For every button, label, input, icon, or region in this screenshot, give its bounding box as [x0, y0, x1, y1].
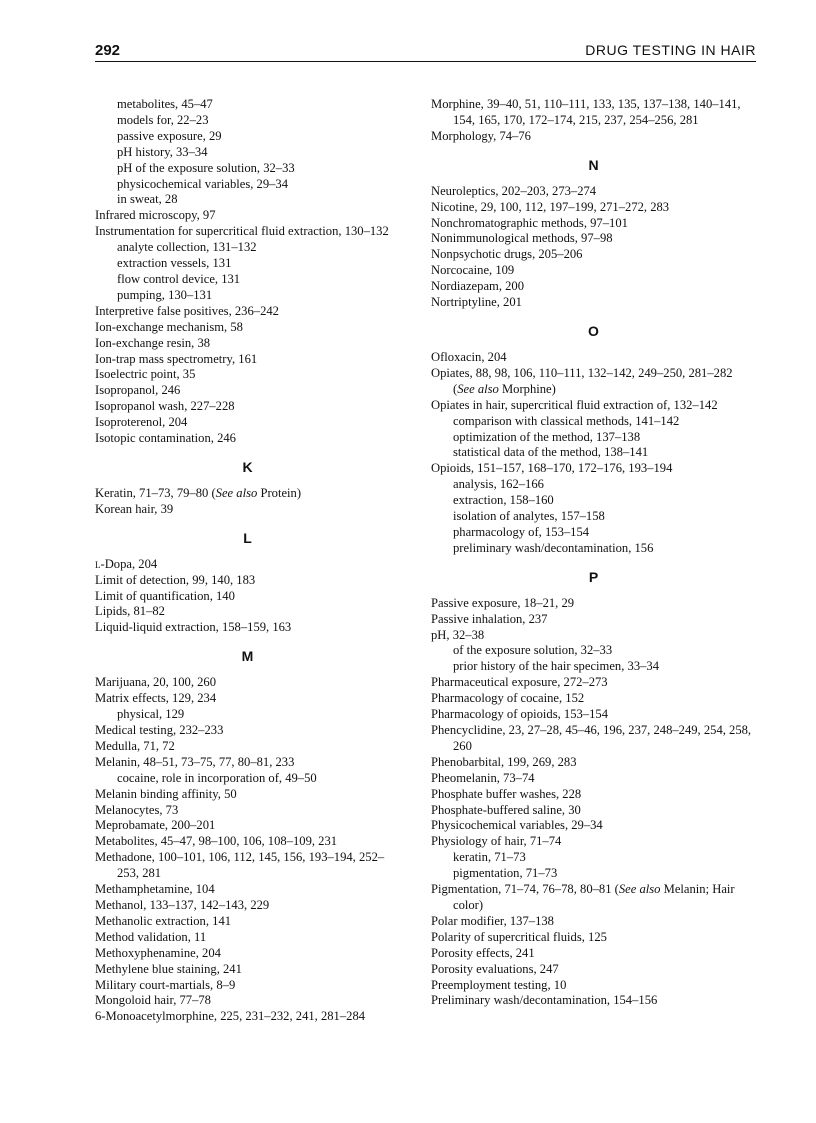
entry-text: Metabolites, 45–47, 98–100, 106, 108–109, 231 — [95, 834, 338, 849]
index-entry — [95, 882, 400, 898]
header-rule — [95, 61, 756, 62]
index-entry — [95, 1009, 400, 1025]
index-entry — [431, 97, 756, 129]
see-also-label: See also — [618, 882, 661, 897]
index-entry — [431, 691, 756, 707]
index-entry — [431, 962, 756, 978]
entry-text: Phencyclidine, 23, 27–28, 45–46, 196, 237, 248–249, 254, 258, 260 — [431, 723, 752, 753]
index-entry — [431, 366, 756, 398]
index-entry — [95, 620, 400, 636]
index-entry — [95, 739, 400, 755]
entry-text: analysis, 162–166 — [453, 477, 544, 492]
entry-text: Pheomelanin, 73–74 — [431, 770, 535, 785]
see-also-target: Morphine) — [498, 381, 556, 396]
index-subentry — [95, 129, 400, 145]
entry-text: Meprobamate, 200–201 — [95, 818, 216, 833]
index-subentry — [431, 509, 756, 525]
index-entry — [95, 304, 400, 320]
entry-text: Nonimmunological methods, 97–98 — [431, 231, 613, 246]
index-entry — [95, 502, 400, 518]
index-subentry — [431, 430, 756, 446]
entry-text: Passive inhalation, 237 — [431, 611, 548, 626]
index-entry — [431, 612, 756, 628]
index-entry — [431, 818, 756, 834]
entry-text: Isopropanol, 246 — [95, 383, 181, 398]
index-subentry — [431, 525, 756, 541]
entry-text: Opiates in hair, supercritical fluid extraction of, 132–142 — [431, 397, 718, 412]
entry-text: passive exposure, 29 — [117, 128, 222, 143]
entry-text: Morphology, 74–76 — [431, 128, 531, 143]
section-letter: K — [242, 458, 253, 475]
index-entry — [95, 803, 400, 819]
index-entry — [95, 818, 400, 834]
index-column-left — [95, 97, 400, 1025]
index-entry — [95, 962, 400, 978]
index-entry — [431, 247, 756, 263]
entry-text: extraction vessels, 131 — [117, 256, 232, 271]
index-subentry — [95, 97, 400, 113]
index-entry — [95, 723, 400, 739]
page-number: 292 — [95, 42, 121, 59]
entry-text: Isotopic contamination, 246 — [95, 431, 236, 446]
index-subentry — [431, 866, 756, 882]
entry-text: Isopropanol wash, 227–228 — [95, 399, 235, 414]
see-also-target: Melanin; Hair color) — [453, 882, 735, 912]
entry-text: Nicotine, 29, 100, 112, 197–199, 271–272, 283 — [431, 199, 670, 214]
entry-text: Korean hair, 39 — [95, 501, 174, 516]
index-subentry — [431, 445, 756, 461]
entry-text: extraction, 158–160 — [453, 493, 554, 508]
index-entry — [95, 604, 400, 620]
entry-text: Medical testing, 232–233 — [95, 723, 224, 737]
index-entry — [95, 993, 400, 1009]
entry-text: Pharmacology of cocaine, 152 — [431, 691, 585, 706]
index-subentry — [431, 477, 756, 493]
entry-text: Nonpsychotic drugs, 205–206 — [431, 247, 583, 262]
index-entry — [95, 834, 400, 850]
entry-text: Methoxyphenamine, 204 — [95, 945, 221, 960]
entry-text: Morphine, 39–40, 51, 110–111, 133, 135, 137–138, 140–141, 154, 165, 170, 172–174, 215, 237, 254–256, 281 — [431, 97, 741, 127]
index-subentry — [95, 177, 400, 193]
entry-text: statistical data of the method, 138–141 — [453, 445, 649, 460]
index-column-right — [431, 97, 756, 1009]
entry-text: Medulla, 71, 72 — [95, 738, 175, 753]
entry-text: Isoelectric point, 35 — [95, 367, 196, 382]
index-entry — [95, 557, 400, 573]
index-entry — [431, 129, 756, 145]
section-letter: P — [588, 568, 599, 585]
entry-text: pigmentation, 71–73 — [453, 866, 558, 881]
index-entry — [95, 352, 400, 368]
entry-text: Ion-exchange resin, 38 — [95, 335, 211, 350]
small-caps-prefix: l — [95, 556, 101, 571]
index-entry — [431, 398, 756, 414]
entry-text: preliminary wash/decontamination, 156 — [453, 540, 654, 555]
entry-text: Liquid-liquid extraction, 158–159, 163 — [95, 620, 292, 635]
index-entry — [431, 628, 756, 644]
entry-text: Limit of quantification, 140 — [95, 588, 235, 603]
index-entry — [431, 803, 756, 819]
see-also-label: See also — [457, 381, 499, 396]
index-entry — [95, 399, 400, 415]
index-entry — [95, 691, 400, 707]
entry-text: prior history of the hair specimen, 33–34 — [453, 659, 660, 674]
entry-text: metabolites, 45–47 — [117, 97, 213, 111]
index-entry — [431, 200, 756, 216]
index-subentry — [431, 493, 756, 509]
entry-text: Preemployment testing, 10 — [431, 977, 567, 992]
entry-text: pH, 32–38 — [431, 627, 485, 642]
entry-text: Melanin binding affinity, 50 — [95, 786, 237, 801]
entry-text: Preliminary wash/decontamination, 154–156 — [431, 993, 658, 1008]
index-entry — [431, 707, 756, 723]
entry-text: Neuroleptics, 202–203, 273–274 — [431, 183, 597, 198]
entry-text: Nortriptyline, 201 — [431, 295, 522, 310]
index-entry — [431, 184, 756, 200]
index-entry — [95, 930, 400, 946]
entry-text: in sweat, 28 — [117, 192, 178, 207]
index-entry — [431, 263, 756, 279]
see-also-label: See also — [215, 485, 258, 500]
index-entry — [431, 350, 756, 366]
index-subentry — [95, 288, 400, 304]
entry-text: Isoproterenol, 204 — [95, 415, 188, 430]
entry-text: Phosphate buffer washes, 228 — [431, 786, 582, 801]
index-entry — [95, 898, 400, 914]
section-letter: N — [588, 156, 599, 173]
entry-text: Physicochemical variables, 29–34 — [431, 818, 603, 833]
entry-text: Methanol, 133–137, 142–143, 229 — [95, 897, 270, 912]
section-letter: L — [243, 529, 252, 546]
entry-text: Lipids, 81–82 — [95, 604, 165, 619]
index-entry — [95, 367, 400, 383]
entry-text: Opiates, 88, 98, 106, 110–111, 132–142, 249–250, 281–282 ( — [431, 365, 733, 396]
index-entry — [431, 993, 756, 1009]
entry-text: Passive exposure, 18–21, 29 — [431, 595, 575, 610]
index-entry — [431, 930, 756, 946]
index-subentry — [431, 850, 756, 866]
index-subentry — [431, 659, 756, 675]
index-entry — [431, 279, 756, 295]
entry-text: Pharmaceutical exposure, 272–273 — [431, 675, 608, 690]
entry-text: Military court-martials, 8–9 — [95, 977, 236, 992]
entry-text: Methylene blue staining, 241 — [95, 961, 242, 976]
index-subentry — [95, 272, 400, 288]
index-entry — [95, 946, 400, 962]
index-entry — [431, 675, 756, 691]
index-entry — [431, 834, 756, 850]
entry-text: 6-Monoacetylmorphine, 225, 231–232, 241, 281–284 — [95, 1009, 366, 1024]
index-entry — [95, 336, 400, 352]
entry-text: Methamphetamine, 104 — [95, 882, 215, 897]
index-entry — [431, 461, 756, 477]
index-entry — [95, 573, 400, 589]
entry-text: Porosity evaluations, 247 — [431, 961, 559, 976]
entry-text: flow control device, 131 — [117, 271, 241, 286]
entry-text: keratin, 71–73 — [453, 850, 526, 865]
entry-text: pH of the exposure solution, 32–33 — [117, 160, 295, 175]
entry-text: pH history, 33–34 — [117, 144, 208, 159]
index-entry — [95, 850, 400, 882]
index-entry — [431, 723, 756, 755]
entry-text: pharmacology of, 153–154 — [453, 524, 590, 539]
entry-text: Matrix effects, 129, 234 — [95, 691, 217, 706]
entry-text: Physiology of hair, 71–74 — [431, 834, 562, 849]
index-entry — [431, 946, 756, 962]
index-subentry — [95, 707, 400, 723]
entry-text: physicochemical variables, 29–34 — [117, 176, 289, 191]
entry-text: Interpretive false positives, 236–242 — [95, 303, 279, 318]
entry-text: Norcocaine, 109 — [431, 263, 515, 278]
entry-text: Marijuana, 20, 100, 260 — [95, 675, 217, 690]
index-entry — [431, 295, 756, 311]
index-subentry — [431, 541, 756, 557]
index-subentry — [95, 771, 400, 787]
entry-text: Phenobarbital, 199, 269, 283 — [431, 754, 577, 769]
entry-text: analyte collection, 131–132 — [117, 240, 257, 255]
entry-text: Infrared microscopy, 97 — [95, 208, 216, 223]
index-entry — [431, 755, 756, 771]
entry-text: Melanin, 48–51, 73–75, 77, 80–81, 233 — [95, 754, 295, 769]
entry-text: cocaine, role in incorporation of, 49–50 — [117, 770, 317, 785]
index-entry — [95, 914, 400, 930]
index-subentry — [95, 192, 400, 208]
entry-text: Keratin, 71–73, 79–80 ( — [95, 485, 216, 500]
entry-text: Nordiazepam, 200 — [431, 279, 525, 294]
entry-text: Methadone, 100–101, 106, 112, 145, 156, 193–194, 252–253, 281 — [95, 850, 385, 881]
entry-text: -Dopa, 204 — [100, 556, 158, 571]
section-letter: M — [241, 648, 254, 665]
index-subentry — [95, 161, 400, 177]
index-entry — [95, 320, 400, 336]
index-entry — [431, 914, 756, 930]
entry-text: Mongoloid hair, 77–78 — [95, 993, 211, 1008]
entry-text: physical, 129 — [117, 707, 185, 722]
index-entry — [431, 882, 756, 914]
index-subentry — [431, 414, 756, 430]
index-subentry — [95, 145, 400, 161]
section-letter: O — [588, 322, 599, 339]
index-entry — [95, 675, 400, 691]
index-subentry — [95, 240, 400, 256]
entry-text: Polar modifier, 137–138 — [431, 913, 554, 928]
index-entry — [431, 231, 756, 247]
entry-text: Ion-exchange mechanism, 58 — [95, 319, 243, 334]
entry-text: isolation of analytes, 157–158 — [453, 509, 605, 524]
index-entry — [95, 486, 400, 502]
entry-text: comparison with classical methods, 141–142 — [453, 413, 680, 428]
index-subentry — [95, 113, 400, 129]
index-entry — [431, 978, 756, 994]
entry-text: Pigmentation, 71–74, 76–78, 80–81 ( — [431, 882, 619, 897]
entry-text: Polarity of supercritical fluids, 125 — [431, 929, 607, 944]
entry-text: Porosity effects, 241 — [431, 945, 535, 960]
index-entry — [95, 978, 400, 994]
see-also-target: Protein) — [257, 485, 302, 500]
index-subentry — [431, 643, 756, 659]
entry-text: Ion-trap mass spectrometry, 161 — [95, 351, 258, 366]
entry-text: Opioids, 151–157, 168–170, 172–176, 193–194 — [431, 461, 673, 476]
running-head: DRUG TESTING IN HAIR — [585, 42, 756, 58]
entry-text: models for, 22–23 — [117, 112, 209, 127]
index-entry — [95, 589, 400, 605]
entry-text: Ofloxacin, 204 — [431, 349, 507, 364]
page-header — [95, 42, 756, 62]
entry-text: Limit of detection, 99, 140, 183 — [95, 572, 256, 587]
index-entry — [431, 216, 756, 232]
entry-text: optimization of the method, 137–138 — [453, 429, 641, 444]
index-entry — [431, 787, 756, 803]
entry-text: Pharmacology of opioids, 153–154 — [431, 707, 608, 722]
entry-text: Instrumentation for supercritical fluid extraction, 130–132 — [95, 224, 389, 239]
index-entry — [431, 596, 756, 612]
entry-text: pumping, 130–131 — [117, 287, 213, 302]
index-entry — [431, 771, 756, 787]
index-entry — [95, 755, 400, 771]
index-entry — [95, 224, 400, 240]
index-entry — [95, 787, 400, 803]
entry-text: Phosphate-buffered saline, 30 — [431, 802, 581, 817]
entry-text: Melanocytes, 73 — [95, 802, 179, 817]
entry-text: Method validation, 11 — [95, 929, 207, 944]
entry-text: Nonchromatographic methods, 97–101 — [431, 215, 628, 230]
index-entry — [95, 383, 400, 399]
entry-text: Methanolic extraction, 141 — [95, 913, 232, 928]
index-entry — [95, 431, 400, 447]
entry-text: of the exposure solution, 32–33 — [453, 643, 613, 658]
index-entry — [95, 415, 400, 431]
index-entry — [95, 208, 400, 224]
index-subentry — [95, 256, 400, 272]
